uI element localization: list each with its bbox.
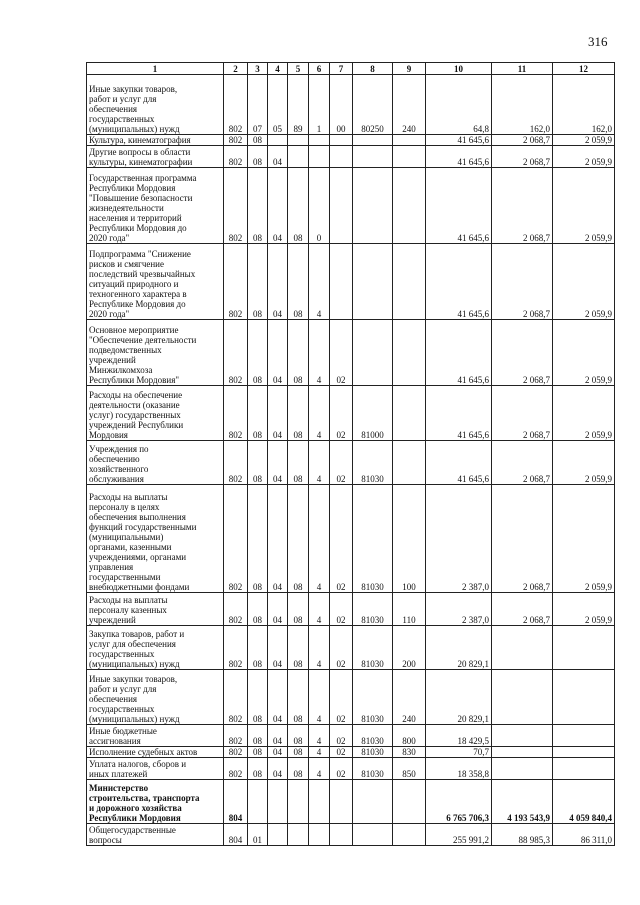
direction-cell: 81030 xyxy=(353,747,393,758)
table-row xyxy=(87,780,615,824)
section-cell: 08 xyxy=(248,146,268,168)
program-cell xyxy=(288,146,309,168)
amount-cell xyxy=(553,725,615,747)
row-name-cell: Закупка товаров, работ и услуг для обеспечения государственных (муниципальных) нужд xyxy=(87,626,224,670)
amount-cell: 41 645,6 xyxy=(426,386,492,441)
vr-cell: 110 xyxy=(393,593,426,626)
kvsr-cell: 802 xyxy=(224,725,248,747)
subprogram-cell: 4 xyxy=(309,725,330,747)
table-row xyxy=(87,386,615,441)
subsection-cell: 04 xyxy=(268,244,288,320)
program-cell: 08 xyxy=(288,725,309,747)
amount-cell: 2 059,9 xyxy=(553,441,615,485)
kvsr-cell: 802 xyxy=(224,626,248,670)
program-cell: 08 xyxy=(288,485,309,593)
table-row xyxy=(87,146,615,168)
kvsr-cell: 802 xyxy=(224,593,248,626)
amount-cell xyxy=(553,626,615,670)
direction-cell xyxy=(353,146,393,168)
subprogram-cell: 4 xyxy=(309,485,330,593)
vr-cell xyxy=(393,320,426,386)
subsection-cell: 04 xyxy=(268,670,288,725)
amount-cell: 2 059,9 xyxy=(553,168,615,244)
amount-cell: 41 645,6 xyxy=(426,441,492,485)
subprogram-cell: 4 xyxy=(309,441,330,485)
amount-cell: 2 068,7 xyxy=(492,135,553,146)
table-row xyxy=(87,320,615,386)
amount-cell: 2 059,9 xyxy=(553,386,615,441)
subsection-cell: 04 xyxy=(268,441,288,485)
direction-cell: 81030 xyxy=(353,725,393,747)
subprogram-cell: 4 xyxy=(309,386,330,441)
amount-cell: 64,8 xyxy=(426,75,492,135)
amount-cell xyxy=(492,670,553,725)
subsection-cell: 04 xyxy=(268,386,288,441)
section-cell: 08 xyxy=(248,725,268,747)
amount-cell: 2 068,7 xyxy=(492,441,553,485)
table-row xyxy=(87,168,615,244)
direction-cell xyxy=(353,168,393,244)
section-cell: 08 xyxy=(248,670,268,725)
table-row xyxy=(87,747,615,758)
column-header: 1 xyxy=(87,63,224,75)
amount-cell xyxy=(553,758,615,780)
section-cell: 08 xyxy=(248,747,268,758)
direction-cell: 81000 xyxy=(353,386,393,441)
section-cell: 08 xyxy=(248,168,268,244)
direction-cell: 81030 xyxy=(353,626,393,670)
program-cell: 08 xyxy=(288,758,309,780)
event-cell: 02 xyxy=(330,593,353,626)
vr-cell xyxy=(393,441,426,485)
amount-cell: 162,0 xyxy=(553,75,615,135)
direction-cell xyxy=(353,244,393,320)
subprogram-cell: 4 xyxy=(309,758,330,780)
table-row xyxy=(87,758,615,780)
amount-cell: 2 068,7 xyxy=(492,146,553,168)
event-cell: 02 xyxy=(330,725,353,747)
amount-cell xyxy=(553,747,615,758)
amount-cell: 41 645,6 xyxy=(426,244,492,320)
kvsr-cell: 802 xyxy=(224,485,248,593)
subprogram-cell: 0 xyxy=(309,168,330,244)
subsection-cell: 04 xyxy=(268,725,288,747)
program-cell: 08 xyxy=(288,593,309,626)
amount-cell: 2 059,9 xyxy=(553,135,615,146)
subprogram-cell: 4 xyxy=(309,593,330,626)
event-cell: 02 xyxy=(330,670,353,725)
column-header: 11 xyxy=(492,63,553,75)
kvsr-cell: 802 xyxy=(224,670,248,725)
row-name-cell: Государственная программа Республики Мордовия "Повышение безопасности жизнедеятельности населения и территорий Республики Мордовия до 2020 года" xyxy=(87,168,224,244)
direction-cell: 81030 xyxy=(353,485,393,593)
direction-cell: 81030 xyxy=(353,441,393,485)
row-name-cell: Иные бюджетные ассигнования xyxy=(87,725,224,747)
subprogram-cell: 4 xyxy=(309,670,330,725)
subsection-cell: 04 xyxy=(268,758,288,780)
subsection-cell xyxy=(268,824,288,846)
event-cell: 02 xyxy=(330,441,353,485)
kvsr-cell: 804 xyxy=(224,780,248,824)
kvsr-cell: 802 xyxy=(224,135,248,146)
table-row xyxy=(87,244,615,320)
subprogram-cell xyxy=(309,780,330,824)
section-cell: 01 xyxy=(248,824,268,846)
amount-cell: 41 645,6 xyxy=(426,146,492,168)
table-row xyxy=(87,824,615,846)
amount-cell: 4 059 840,4 xyxy=(553,780,615,824)
amount-cell: 86 311,0 xyxy=(553,824,615,846)
amount-cell: 2 068,7 xyxy=(492,593,553,626)
row-name-cell: Уплата налогов, сборов и иных платежей xyxy=(87,758,224,780)
vr-cell xyxy=(393,244,426,320)
event-cell xyxy=(330,780,353,824)
amount-cell: 20 829,1 xyxy=(426,626,492,670)
kvsr-cell: 802 xyxy=(224,441,248,485)
amount-cell xyxy=(553,670,615,725)
amount-cell: 88 985,3 xyxy=(492,824,553,846)
row-name-cell: Основное мероприятие "Обеспечение деятельности подведомственных учреждений Минжилкомхоза Республики Мордовия" xyxy=(87,320,224,386)
kvsr-cell: 802 xyxy=(224,75,248,135)
subsection-cell: 04 xyxy=(268,593,288,626)
row-name-cell: Министерство строительства, транспорта и дорожного хозяйства Республики Мордовия xyxy=(87,780,224,824)
page-number: 316 xyxy=(588,34,608,49)
column-header: 5 xyxy=(288,63,309,75)
program-cell xyxy=(288,780,309,824)
row-name-cell: Общегосударственные вопросы xyxy=(87,824,224,846)
section-cell: 08 xyxy=(248,244,268,320)
program-cell: 89 xyxy=(288,75,309,135)
direction-cell xyxy=(353,780,393,824)
amount-cell: 41 645,6 xyxy=(426,135,492,146)
row-name-cell: Расходы на выплаты персоналу в целях обеспечения выполнения функций государственными (муниципальными) органами, казенными учреждениями, органами управления государственными внебюджетными фондами xyxy=(87,485,224,593)
subsection-cell: 05 xyxy=(268,75,288,135)
amount-cell: 2 059,9 xyxy=(553,146,615,168)
direction-cell: 81030 xyxy=(353,593,393,626)
vr-cell: 200 xyxy=(393,626,426,670)
amount-cell: 2 387,0 xyxy=(426,593,492,626)
program-cell: 08 xyxy=(288,168,309,244)
vr-cell xyxy=(393,824,426,846)
vr-cell: 240 xyxy=(393,670,426,725)
row-name-cell: Расходы на выплаты персоналу казенных учреждений xyxy=(87,593,224,626)
row-name-cell: Иные закупки товаров, работ и услуг для обеспечения государственных (муниципальных) нужд xyxy=(87,670,224,725)
column-header: 8 xyxy=(353,63,393,75)
program-cell: 08 xyxy=(288,747,309,758)
amount-cell: 2 387,0 xyxy=(426,485,492,593)
program-cell: 08 xyxy=(288,670,309,725)
budget-table xyxy=(86,62,615,846)
amount-cell: 2 059,9 xyxy=(553,593,615,626)
kvsr-cell: 804 xyxy=(224,824,248,846)
amount-cell: 2 068,7 xyxy=(492,386,553,441)
kvsr-cell: 802 xyxy=(224,320,248,386)
column-header: 6 xyxy=(309,63,330,75)
subprogram-cell xyxy=(309,824,330,846)
event-cell xyxy=(330,824,353,846)
table-row xyxy=(87,725,615,747)
vr-cell xyxy=(393,386,426,441)
event-cell: 02 xyxy=(330,626,353,670)
amount-cell: 18 358,8 xyxy=(426,758,492,780)
section-cell: 07 xyxy=(248,75,268,135)
subprogram-cell: 4 xyxy=(309,244,330,320)
program-cell: 08 xyxy=(288,626,309,670)
amount-cell xyxy=(492,747,553,758)
subprogram-cell: 4 xyxy=(309,747,330,758)
program-cell xyxy=(288,135,309,146)
amount-cell: 2 068,7 xyxy=(492,485,553,593)
subsection-cell: 04 xyxy=(268,320,288,386)
row-name-cell: Учреждения по обеспечению хозяйственного обслуживания xyxy=(87,441,224,485)
subsection-cell xyxy=(268,780,288,824)
event-cell: 02 xyxy=(330,386,353,441)
vr-cell xyxy=(393,135,426,146)
subsection-cell: 04 xyxy=(268,747,288,758)
subsection-cell: 04 xyxy=(268,146,288,168)
section-cell: 08 xyxy=(248,320,268,386)
event-cell: 02 xyxy=(330,485,353,593)
amount-cell: 6 765 706,3 xyxy=(426,780,492,824)
amount-cell: 255 991,2 xyxy=(426,824,492,846)
direction-cell xyxy=(353,135,393,146)
column-header: 7 xyxy=(330,63,353,75)
vr-cell: 850 xyxy=(393,758,426,780)
program-cell: 08 xyxy=(288,386,309,441)
amount-cell: 2 068,7 xyxy=(492,168,553,244)
direction-cell: 80250 xyxy=(353,75,393,135)
subprogram-cell xyxy=(309,146,330,168)
row-name-cell: Исполнение судебных актов xyxy=(87,747,224,758)
amount-cell: 41 645,6 xyxy=(426,320,492,386)
section-cell: 08 xyxy=(248,135,268,146)
subsection-cell: 04 xyxy=(268,485,288,593)
row-name-cell: Другие вопросы в области культуры, кинематографии xyxy=(87,146,224,168)
kvsr-cell: 802 xyxy=(224,758,248,780)
event-cell: 00 xyxy=(330,75,353,135)
amount-cell: 2 068,7 xyxy=(492,244,553,320)
direction-cell: 81030 xyxy=(353,670,393,725)
subprogram-cell: 1 xyxy=(309,75,330,135)
subsection-cell: 04 xyxy=(268,626,288,670)
subsection-cell xyxy=(268,135,288,146)
row-name-cell: Расходы на обеспечение деятельности (оказание услуг) государственных учреждений Республики Мордовия xyxy=(87,386,224,441)
section-cell: 08 xyxy=(248,441,268,485)
amount-cell: 2 059,9 xyxy=(553,485,615,593)
table-row xyxy=(87,75,615,135)
subprogram-cell xyxy=(309,135,330,146)
table-body xyxy=(87,75,615,846)
kvsr-cell: 802 xyxy=(224,244,248,320)
event-cell xyxy=(330,135,353,146)
subprogram-cell: 4 xyxy=(309,626,330,670)
kvsr-cell: 802 xyxy=(224,146,248,168)
event-cell xyxy=(330,244,353,320)
subprogram-cell: 4 xyxy=(309,320,330,386)
event-cell xyxy=(330,146,353,168)
table-row xyxy=(87,441,615,485)
amount-cell: 41 645,6 xyxy=(426,168,492,244)
row-name-cell: Культура, кинематография xyxy=(87,135,224,146)
amount-cell: 18 429,5 xyxy=(426,725,492,747)
vr-cell xyxy=(393,780,426,824)
vr-cell xyxy=(393,168,426,244)
direction-cell xyxy=(353,824,393,846)
column-header: 12 xyxy=(553,63,615,75)
table-row xyxy=(87,670,615,725)
event-cell: 02 xyxy=(330,320,353,386)
section-cell: 08 xyxy=(248,758,268,780)
row-name-cell: Иные закупки товаров, работ и услуг для обеспечения государственных (муниципальных) нужд xyxy=(87,75,224,135)
amount-cell xyxy=(492,626,553,670)
event-cell: 02 xyxy=(330,747,353,758)
kvsr-cell: 802 xyxy=(224,386,248,441)
header-row xyxy=(87,63,615,75)
subsection-cell: 04 xyxy=(268,168,288,244)
section-cell: 08 xyxy=(248,386,268,441)
event-cell: 02 xyxy=(330,758,353,780)
section-cell: 08 xyxy=(248,485,268,593)
table-row xyxy=(87,485,615,593)
section-cell: 08 xyxy=(248,593,268,626)
vr-cell: 830 xyxy=(393,747,426,758)
program-cell: 08 xyxy=(288,244,309,320)
column-header: 4 xyxy=(268,63,288,75)
column-header: 2 xyxy=(224,63,248,75)
amount-cell xyxy=(492,758,553,780)
section-cell: 08 xyxy=(248,626,268,670)
amount-cell xyxy=(492,725,553,747)
table-row xyxy=(87,626,615,670)
amount-cell: 2 059,9 xyxy=(553,320,615,386)
amount-cell: 2 068,7 xyxy=(492,320,553,386)
column-header: 9 xyxy=(393,63,426,75)
section-cell xyxy=(248,780,268,824)
vr-cell: 800 xyxy=(393,725,426,747)
amount-cell: 70,7 xyxy=(426,747,492,758)
column-header: 10 xyxy=(426,63,492,75)
direction-cell xyxy=(353,320,393,386)
vr-cell: 240 xyxy=(393,75,426,135)
event-cell xyxy=(330,168,353,244)
vr-cell xyxy=(393,146,426,168)
kvsr-cell: 802 xyxy=(224,168,248,244)
program-cell: 08 xyxy=(288,320,309,386)
column-header: 3 xyxy=(248,63,268,75)
kvsr-cell: 802 xyxy=(224,747,248,758)
direction-cell: 81030 xyxy=(353,758,393,780)
table-row xyxy=(87,593,615,626)
amount-cell: 20 829,1 xyxy=(426,670,492,725)
amount-cell: 162,0 xyxy=(492,75,553,135)
program-cell xyxy=(288,824,309,846)
amount-cell: 4 193 543,9 xyxy=(492,780,553,824)
row-name-cell: Подпрограмма "Снижение рисков и смягчение последствий чрезвычайных ситуаций природного и техногенного характера в Республике Мордовия до 2020 года" xyxy=(87,244,224,320)
table-row xyxy=(87,135,615,146)
program-cell: 08 xyxy=(288,441,309,485)
amount-cell: 2 059,9 xyxy=(553,244,615,320)
vr-cell: 100 xyxy=(393,485,426,593)
